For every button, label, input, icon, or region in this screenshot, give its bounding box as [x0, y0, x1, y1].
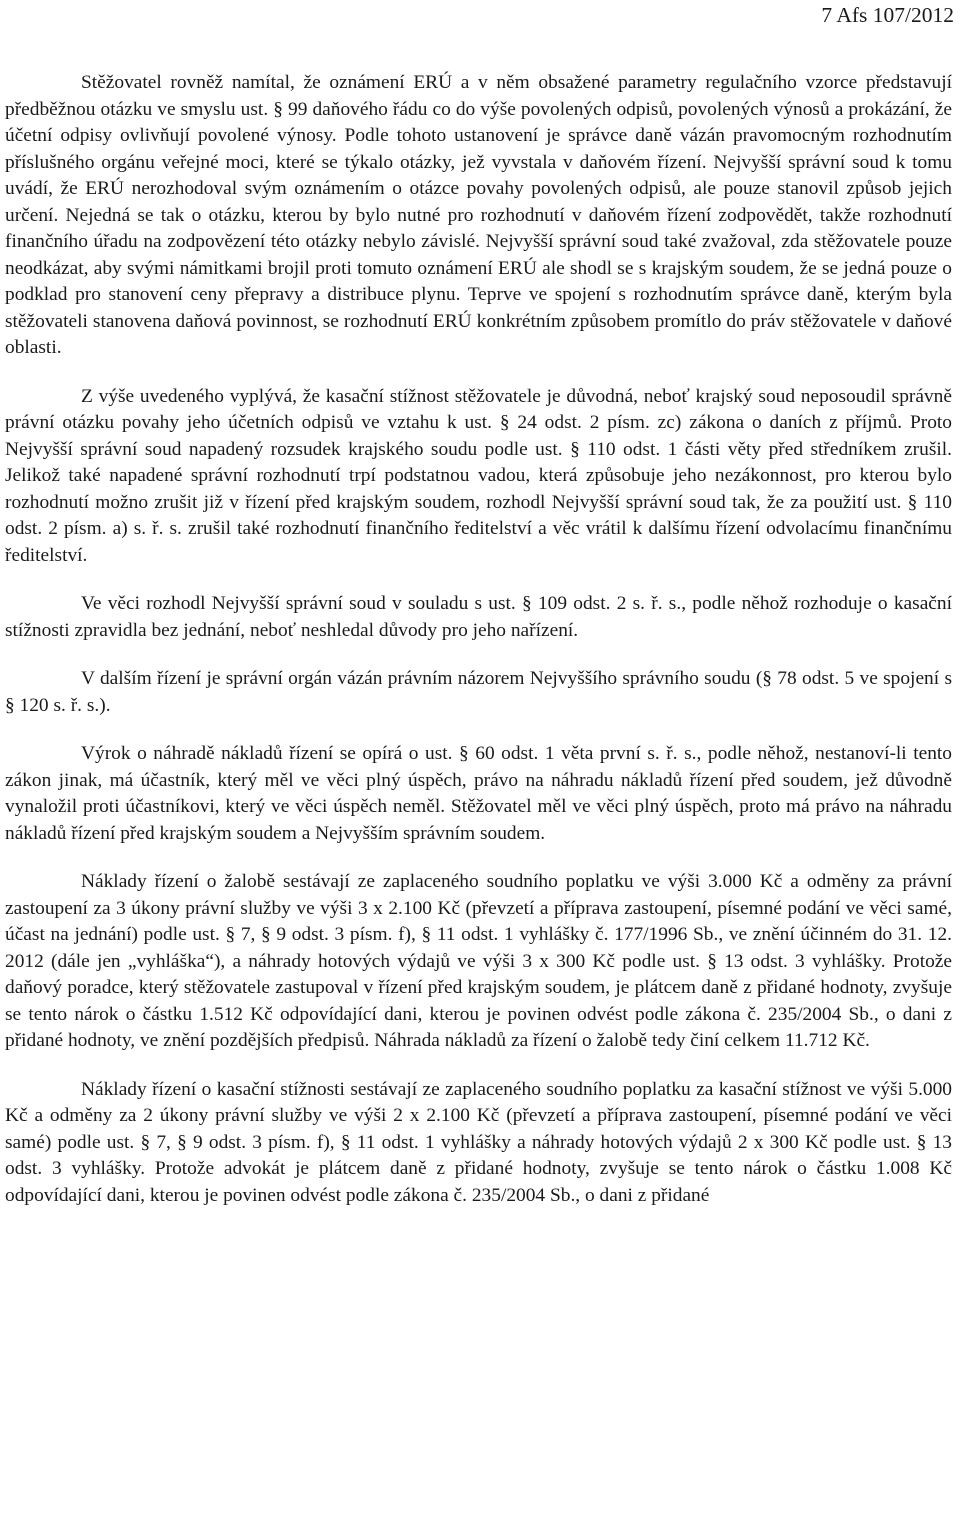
- paragraph-costs-lawsuit: Náklady řízení o žalobě sestávají ze zaplaceného soudního poplatku ve výši 3.000 Kč a odměny za právní zastoupení za 3 úkony právní služby ve výši 3 x 2.100 Kč (převzetí a příprava zastoupení, písemné podání ve věci samé, účast na jednání) podle ust. § 7, § 9 odst. 3 písm. f), § 11 odst. 1 vyhlášky č. 177/1996 Sb., ve znění účinném do 31. 12. 2012 (dále jen „vyhláška“), a náhrady hotových výdajů ve výši 3 x 300 Kč podle ust. § 13 odst. 3 vyhlášky. Protože daňový poradce, který stěžovatele zastupoval v řízení před krajským soudem, je plátcem daně z přidané hodnoty, zvyšuje se tento nárok o částku 1.512 Kč odpovídající dani, kterou je povinen odvést podle zákona č. 235/2004 Sb., o dani z přidané hodnoty, ve znění pozdějších předpisů. Náhrada nákladů za řízení o žalobě tedy činí celkem 11.712 Kč.: [5, 871, 952, 1051]
- document-body: [5, 70, 952, 1209]
- paragraph-preliminary-question: Stěžovatel rovněž namítal, že oznámení ERÚ a v něm obsažené parametry regulačního vzorce představují předběžnou otázku ve smyslu ust. § 99 daňového řádu co do výše povolených odpisů, povolených výnosů a prokázání, že účetní odpisy ovlivňují povolené výnosy. Podle tohoto ustanovení je správce daně vázán pravomocným rozhodnutím příslušného orgánu veřejné moci, které se týkalo otázky, jež vyvstala v daňovém řízení. Nejvyšší správní soud k tomu uvádí, že ERÚ nerozhodoval svým oznámením o otázce povahy povolených odpisů, ale pouze stanovil způsob jejich určení. Nejedná se tak o otázku, kterou by bylo nutné pro rozhodnutí v daňovém řízení zodpovědět, takže rozhodnutí finančního úřadu na zodpovězení této otázky nebylo závislé. Nejvyšší správní soud také zvažoval, zda stěžovatele pouze neodkázat, aby svými námitkami brojil proti tomuto oznámení ERÚ ale shodl se s krajským soudem, že se jedná pouze o podklad pro stanovení ceny přepravy a distribuce plynu. Teprve ve spojení s rozhodnutím správce daně, kterým byla stěžovateli stanovena daňová povinnost, se rozhodnutí ERÚ konkrétním způsobem promítlo do práv stěžovatele v daňové oblasti.: [5, 72, 952, 358]
- case-number: 7 Afs 107/2012: [821, 3, 954, 27]
- paragraph-binding-opinion: V dalším řízení je správní orgán vázán právním názorem Nejvyššího správního soudu (§ 78 odst. 5 ve spojení s § 120 s. ř. s.).: [5, 668, 952, 716]
- paragraph-costs-cassation: Náklady řízení o kasační stížnosti sestávají ze zaplaceného soudního poplatku za kasační stížnost ve výši 5.000 Kč a odměny za 2 úkony právní služby ve výši 2 x 2.100 Kč (převzetí a příprava zastoupení, písemné podání ve věci samé) podle ust. § 7, § 9 odst. 3 písm. f), § 11 odst. 1 vyhlášky a náhrady hotových výdajů 2 x 300 Kč podle ust. § 13 odst. 3 vyhlášky. Protože advokát je plátcem daně z přidané hodnoty, zvyšuje se tento nárok o částku 1.008 Kč odpovídající dani, kterou je povinen odvést podle zákona č. 235/2004 Sb., o dani z přidané: [5, 1078, 952, 1206]
- paragraph-without-hearing: Ve věci rozhodl Nejvyšší správní soud v souladu s ust. § 109 odst. 2 s. ř. s., podle něhož rozhoduje o kasační stížnosti zpravidla bez jednání, neboť neshledal důvody pro jeho nařízení.: [5, 593, 952, 641]
- paragraph-costs-ruling: Výrok o náhradě nákladů řízení se opírá o ust. § 60 odst. 1 věta první s. ř. s., podle něhož, nestanoví-li tento zákon jinak, má účastník, který měl ve věci plný úspěch, právo na náhradu nákladů řízení před soudem, jež důvodně vynaložil proti účastníkovi, který ve věci úspěch neměl. Stěžovatel měl ve věci plný úspěch, proto má právo na náhradu nákladů řízení před krajským soudem a Nejvyšším správním soudem.: [5, 743, 952, 844]
- paragraph-conclusion: Z výše uvedeného vyplývá, že kasační stížnost stěžovatele je důvodná, neboť krajský soud neposoudil správně právní otázku povahy jeho účetních odpisů ve vztahu k ust. § 24 odst. 2 písm. zc) zákona o daních z příjmů. Proto Nejvyšší správní soud napadený rozsudek krajského soudu podle ust. § 110 odst. 1 části věty před středníkem zrušil. Jelikož také napadené správní rozhodnutí trpí podstatnou vadou, která způsobuje jeho nezákonnost, pro kterou bylo rozhodnutí možno zrušit již v řízení před krajským soudem, rozhodl Nejvyšší správní soud tak, že za použití ust. § 110 odst. 2 písm. a) s. ř. s. zrušil také rozhodnutí finančního ředitelství a věc vrátil k dalšímu řízení odvolacímu finančnímu ředitelství.: [5, 385, 952, 566]
